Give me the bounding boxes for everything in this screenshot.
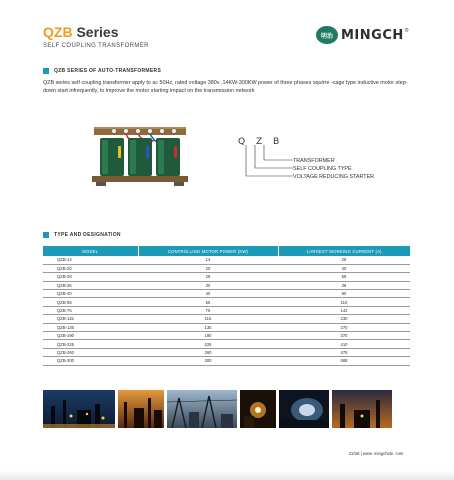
turbine-photo (279, 390, 329, 428)
table-row (43, 273, 410, 281)
model-code-letters: Q Z B (238, 137, 284, 147)
title-code: QZB (43, 24, 73, 40)
model-code-leader-lines (245, 145, 295, 185)
current-cell: 475 (278, 348, 410, 356)
model-cell: QZB-260 (43, 348, 138, 356)
model-cell: QZB-14 (43, 256, 138, 264)
power-cell: 55 (138, 298, 278, 306)
power-cell: 135 (138, 323, 278, 331)
model-cell: QZB-190 (43, 332, 138, 340)
photo-strip (43, 390, 392, 428)
current-cell: 270 (278, 323, 410, 331)
current-cell: 40 (278, 264, 410, 272)
table-row (43, 315, 410, 323)
page-title (43, 24, 149, 40)
title-block (43, 24, 149, 49)
brand-logo (316, 26, 408, 44)
power-cell: 115 (138, 315, 278, 323)
logo-text: MINGCH (341, 27, 404, 43)
series-description: QZB series self coupling transformer apply to ac 50Hz, rated voltage 380v ,14KW-300KW power of three phases squirre -cage type inductive motor step-down start infrequently, to improve the motor starting impact on the transmission network (43, 80, 408, 94)
section-header-designation (43, 232, 121, 238)
power-cell: 28 (138, 273, 278, 281)
current-cell: 80 (278, 290, 410, 298)
model-cell: QZB-55 (43, 298, 138, 306)
current-cell: 230 (278, 315, 410, 323)
transformer-image (80, 122, 198, 188)
page-footer: 22/28 | www. mingchele. com (349, 451, 404, 456)
section-title: QZB SERIES OF AUTO-TRANSFORMERS (54, 68, 162, 74)
current-cell: 410 (278, 340, 410, 348)
table-row (43, 348, 410, 356)
table-row (43, 332, 410, 340)
table-row (43, 290, 410, 298)
table-row (43, 281, 410, 289)
section-header-series (43, 68, 161, 74)
model-cell: QZB-40 (43, 290, 138, 298)
table-row (43, 306, 410, 314)
square-bullet-icon (43, 232, 49, 238)
table-row (43, 323, 410, 331)
model-code-legend (293, 157, 374, 181)
power-cell: 20 (138, 264, 278, 272)
power-cell: 30 (138, 281, 278, 289)
page-subtitle: SELF COUPLING TRANSFORMER (43, 43, 149, 49)
model-cell: QZB-300 (43, 357, 138, 365)
model-cell: QZB-28 (43, 273, 138, 281)
power-cell: 75 (138, 306, 278, 314)
power-cell: 225 (138, 340, 278, 348)
title-series: Series (76, 24, 119, 40)
current-cell: 370 (278, 332, 410, 340)
current-cell: 58 (278, 273, 410, 281)
current-cell: 142 (278, 306, 410, 314)
model-cell: QZB-75 (43, 306, 138, 314)
power-cell: 40 (138, 290, 278, 298)
industrial-plant-photo (43, 390, 115, 428)
code-label: TRANSFORMER (293, 158, 335, 164)
table-row (43, 340, 410, 348)
section-title: TYPE AND DESIGNATION (54, 232, 121, 238)
power-station-photo (332, 390, 392, 428)
table-header-row (43, 246, 410, 256)
model-cell: QZB-115 (43, 315, 138, 323)
current-cell: 588 (278, 357, 410, 365)
code-label: VOLTAGE REDUCING STARTER (293, 174, 375, 180)
model-cell: QZB-225 (43, 340, 138, 348)
refinery-sunset-photo (118, 390, 164, 428)
current-cell: 110 (278, 298, 410, 306)
table-row (43, 256, 410, 264)
welding-sparks-photo (240, 390, 276, 428)
current-cell: 28 (278, 256, 410, 264)
table-body (43, 256, 410, 365)
column-header: MODEL (43, 246, 138, 256)
table-row (43, 298, 410, 306)
current-cell: 38 (278, 281, 410, 289)
model-cell: QZB-20 (43, 264, 138, 272)
power-cell: 300 (138, 357, 278, 365)
table-row (43, 264, 410, 272)
power-cell: 14 (138, 256, 278, 264)
designation-table (43, 246, 410, 366)
substation-photo (167, 390, 237, 428)
power-cell: 190 (138, 332, 278, 340)
code-label: SELF COUPLING TYPE (293, 166, 352, 172)
registered-mark: ® (404, 28, 409, 34)
model-cell: QZB-135 (43, 323, 138, 331)
column-header: CONTROLLING MOTOR POWER (KW) (138, 246, 278, 256)
square-bullet-icon (43, 68, 49, 74)
power-cell: 260 (138, 348, 278, 356)
logo-mark-icon: 明治 (316, 26, 338, 44)
page-edge-shadow (0, 470, 454, 480)
table-row (43, 357, 410, 365)
column-header: LARGEST WORKING CURRENT (A) (278, 246, 410, 256)
model-cell: QZB-35 (43, 281, 138, 289)
